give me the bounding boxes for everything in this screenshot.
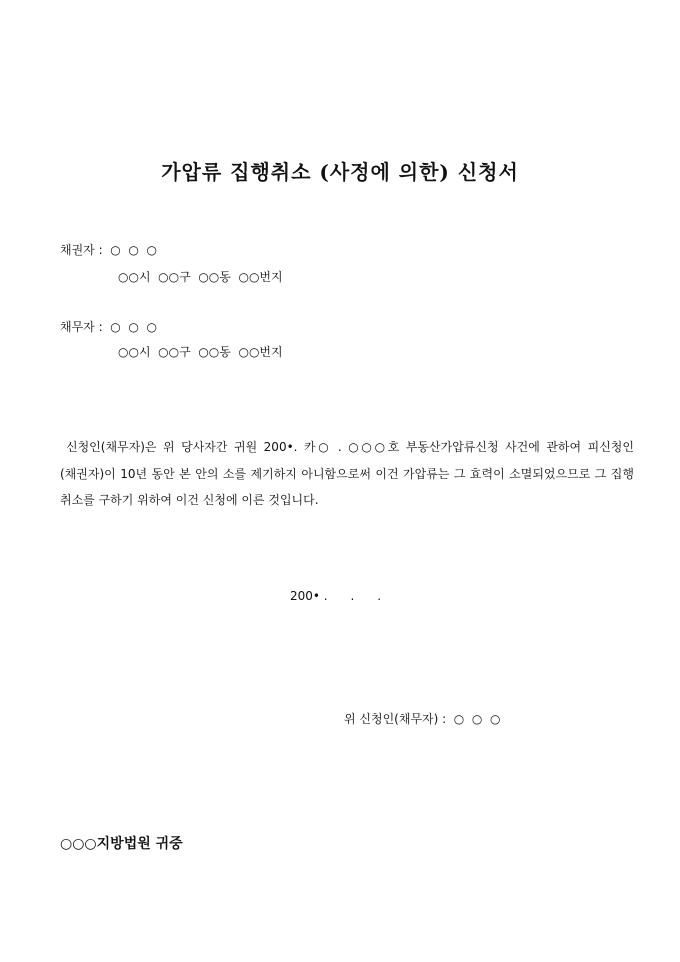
document-title: 가압류 집행취소 (사정에 의한) 신청서 — [161, 160, 519, 184]
debtor-address: ○○시 ○○구 ○○동 ○○번지 — [118, 345, 283, 359]
signer-line: 위 신청인(채무자) : ○ ○ ○ — [344, 712, 501, 726]
application-body: 신청인(채무자)은 위 당사자간 귀원 200•. 카○ . ○○○호 부동산가압류신청 사건에 관하여 피신청인(채권자)이 10년 동안 본 안의 소를 제기하지 아니함으로써 이건 가압류는 그 효력이 소멸되었으므로 그 집행 취소를 구하기 위하여 이건 신청에 이른 것입니다. — [60, 440, 634, 507]
application-date: 200• . . . — [290, 589, 382, 603]
creditor-address: ○○시 ○○구 ○○동 ○○번지 — [118, 270, 283, 284]
creditor-line: 채권자 : ○ ○ ○ — [60, 243, 157, 257]
court-addressee: ○○○지방법원 귀중 — [60, 836, 183, 852]
debtor-line: 채무자 : ○ ○ ○ — [60, 320, 157, 334]
